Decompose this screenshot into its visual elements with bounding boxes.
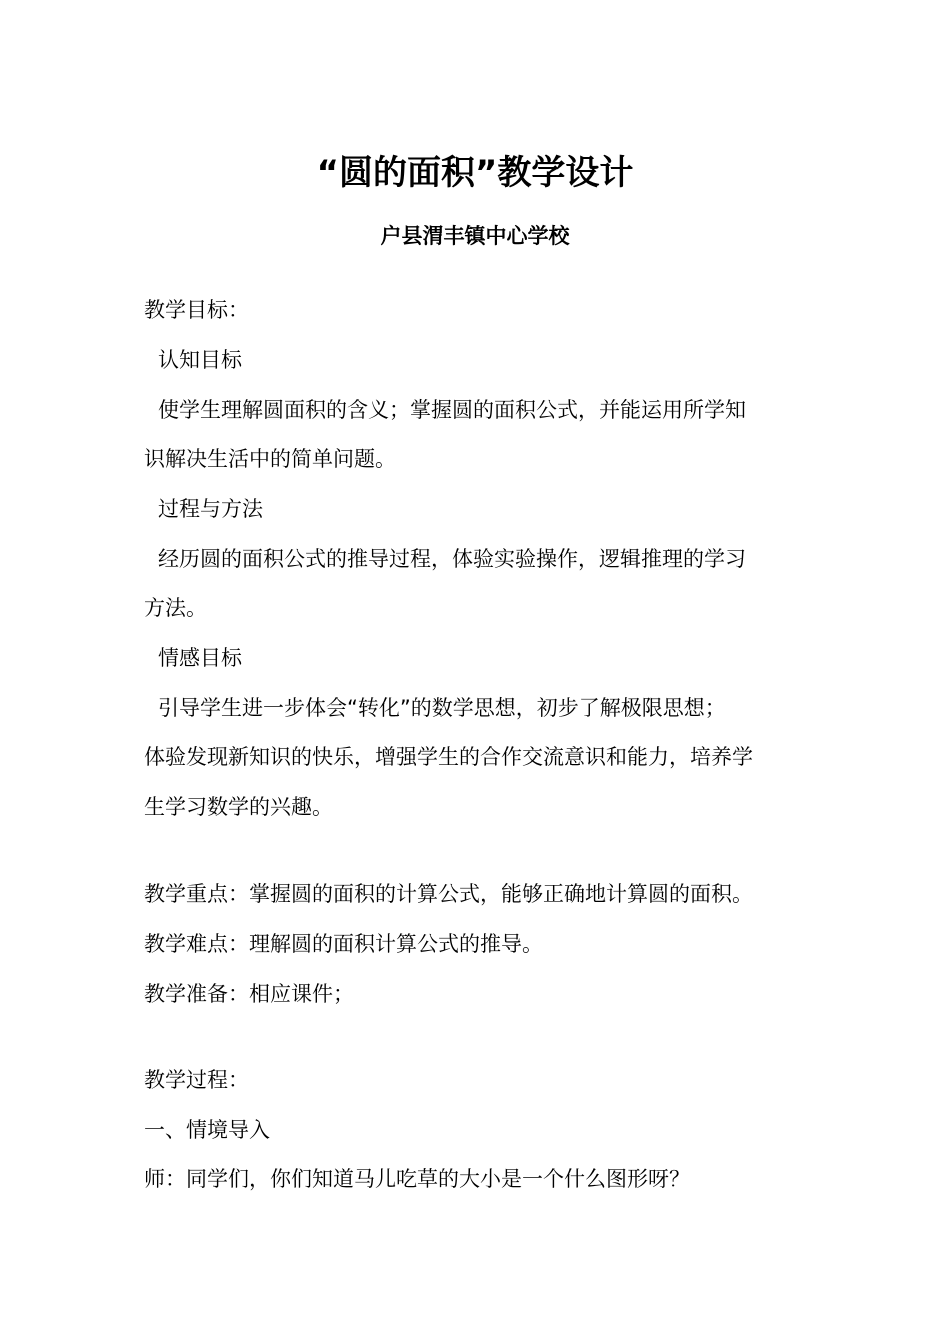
section-1-heading: 一、情境导入 — [144, 1118, 270, 1142]
emotion-text-line-3: 生学习数学的兴趣。 — [144, 795, 333, 819]
cognitive-text-line-1: 使学生理解圆面积的含义；掌握圆的面积公式，并能运用所学知 — [158, 398, 746, 422]
document-subtitle: 户县渭丰镇中心学校 — [380, 224, 570, 248]
cognitive-text-line-2: 识解决生活中的简单问题。 — [144, 447, 396, 471]
difficulty: 教学难点：理解圆的面积计算公式的推导。 — [144, 932, 543, 956]
emotion-heading: 情感目标 — [158, 646, 242, 670]
key-point: 教学重点：掌握圆的面积的计算公式，能够正确地计算圆的面积。 — [144, 882, 753, 906]
document-title: “圆的面积”教学设计 — [316, 153, 634, 193]
emotion-text-line-2: 体验发现新知识的快乐，增强学生的合作交流意识和能力，培养学 — [144, 745, 753, 769]
process-text-line-2: 方法。 — [144, 596, 207, 620]
preparation: 教学准备：相应课件； — [144, 982, 354, 1006]
cognitive-heading: 认知目标 — [158, 348, 242, 372]
emotion-text-line-1: 引导学生进一步体会“转化”的数学思想，初步了解极限思想； — [158, 696, 726, 720]
process-text-line-1: 经历圆的面积公式的推导过程，体验实验操作，逻辑推理的学习 — [158, 547, 746, 571]
process-heading: 过程与方法 — [158, 497, 263, 521]
teacher-line: 师：同学们，你们知道马儿吃草的大小是一个什么图形呀？ — [144, 1167, 690, 1191]
procedure-heading: 教学过程： — [144, 1068, 249, 1092]
objectives-heading: 教学目标： — [144, 298, 249, 322]
